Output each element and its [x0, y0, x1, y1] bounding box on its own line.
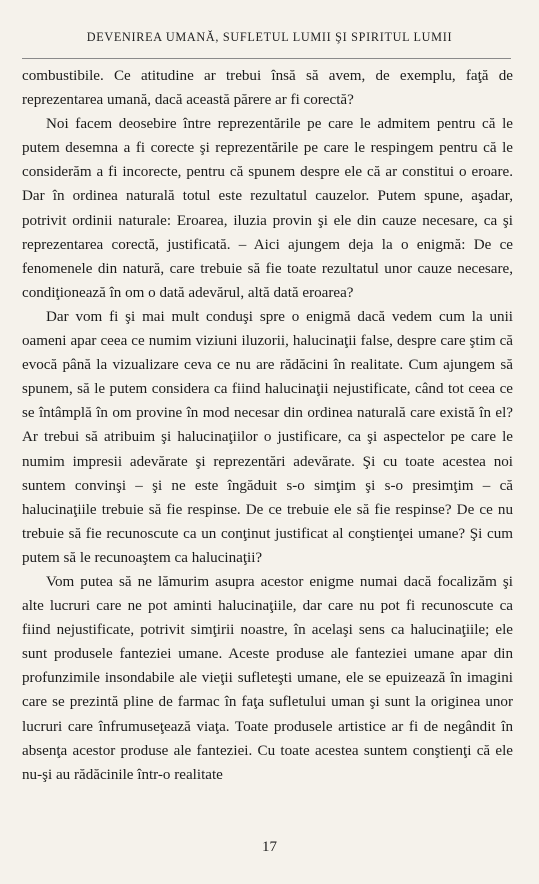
paragraph: Vom putea să ne lămurim asupra acestor enigme numai dacă focalizăm şi alte lucruri care ne pot aminti halucinaţiile, dar care nu pot fi recunoscute ca fiind nejustificate, potrivit simţirii noastre, în acelaşi sens ca halucinaţiile; ele sunt produsele fanteziei umane. Aceste produse ale fanteziei umane apar din profunzimile insondabile ale vieţii sufleteşti umane, ele se epuizează în imagini care se prezintă pline de farmac în faţa sufletului uman şi sunt la originea unor lucruri care înfrumuseţează viaţa. Toate produsele artistice ar fi de negândit în absenţa acestor produse ale fanteziei. Cu toate acestea suntem conştienţi că ele nu-şi au rădăcinile într-o realitate	[22, 573, 513, 783]
page-number: 17	[262, 839, 277, 855]
header-rule	[22, 58, 511, 59]
paragraph: Noi facem deosebire între reprezentările pe care le admitem pentru că le putem desemna a fi corecte şi reprezentările pe care le respingem pentru că le considerăm a fi incorecte, pentru că spunem despre ele că ar constitui o eroare. Dar în ordinea naturală totul este rezultatul cauzelor. Putem spune, aşadar, potrivit ordinii naturale: Eroarea, iluzia provin şi ele din cauze necesare, ca şi reprezentarea corectă, justificată. – Aici ajungem deja la o enigmă: De ce fenomenele din natură, care trebuie să fie toate rezultatul unor cauze necesare, condiţionează în om o dată adevărul, altă dată eroarea?	[22, 116, 513, 301]
paragraph: Dar vom fi şi mai mult conduşi spre o enigmă dacă vedem cum la unii oameni apar ceea ce numim viziuni iluzorii, halucinaţii false, despre care ştim că evocă până la vizualizare ceva ce nu are rădăcini în realitate. Cum ajungem să spunem, să le putem considera ca fiind halucinaţii nejustificate, când tot ceea ce se întâmplă în om provine în mod necesar din ordinea naturală care există în el? Ar trebui să atribuim şi halucinaţiilor o justificare, ca şi aspectelor pe care le numim impresii adevărate şi reprezentări adevărate. Şi cu toate acestea noi suntem convinşi – şi ne este îngăduit s-o simţim şi s-o presimţim – că halucinaţiile trebuie să fie respinse. De ce trebuie ele să fie respinse? De ce nu trebuie să fie recunoscute ca un conţinut justificat al conştienţei umane? Şi cum putem să le recunoaştem ca halucinaţii?	[22, 308, 513, 566]
paragraph-continued: combustibile. Ce atitudine ar trebui însă să avem, de exemplu, faţă de reprezentarea umană, dacă această părere ar fi corectă?	[22, 68, 513, 109]
running-header: DEVENIREA UMANĂ, SUFLETUL LUMII ŞI SPIRITUL LUMII	[86, 30, 453, 44]
body-text	[22, 64, 513, 787]
